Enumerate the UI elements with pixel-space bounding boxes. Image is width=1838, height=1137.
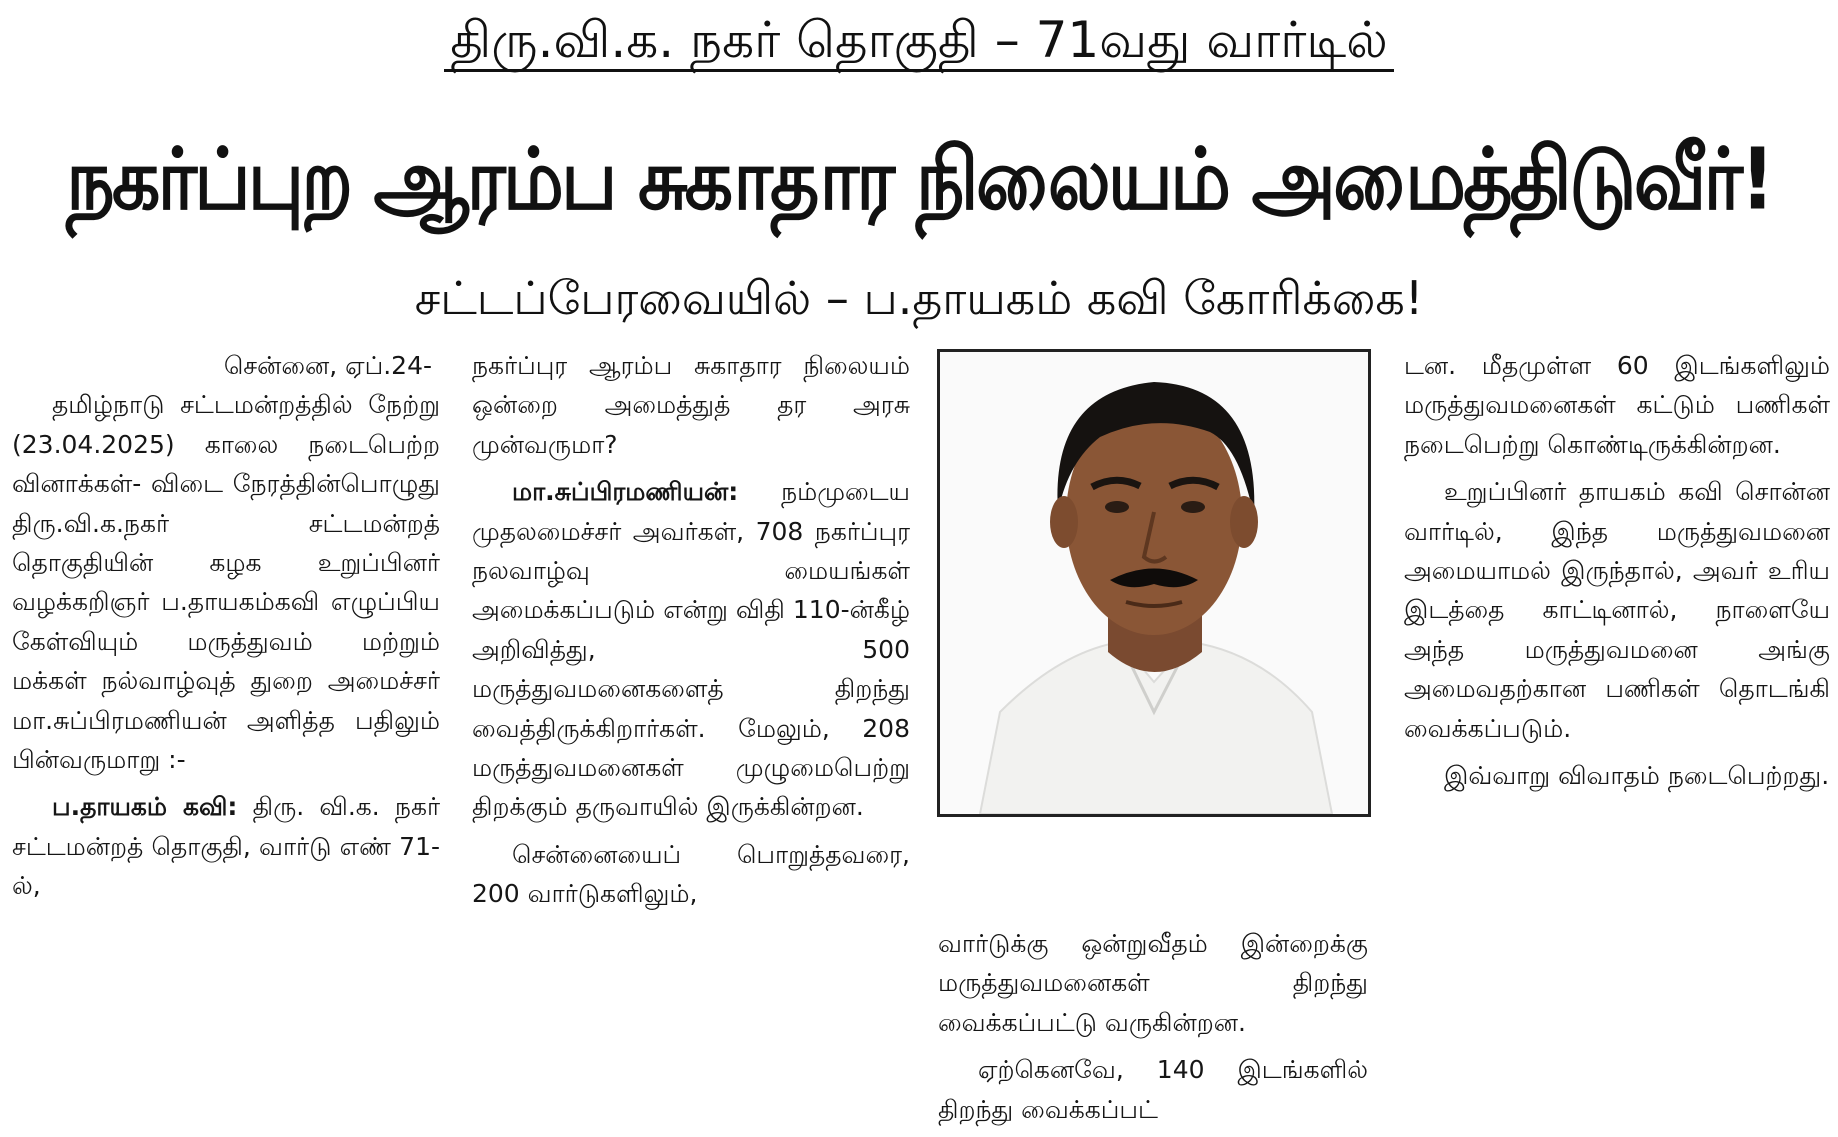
speaker-text: திரு. வி.க. நகர் சட்டமன்றத் தொகுதி, வார்டு எண் 71-ல், [12,792,441,901]
kicker-text: திரு.வி.க. நகர் தொகுதி – 71வது வார்டில் [444,11,1393,72]
dateline: சென்னை, ஏப்.24- [223,351,432,380]
article-column-2 [472,346,910,922]
portrait-illustration [940,352,1368,814]
paragraph-intro: தமிழ்நாடு சட்டமன்றத்தில் நேற்று (23.04.2025) காலை நடைபெற்ற வினாக்கள்- விடை நேரத்தின்பொழுது திரு.வி.க.நகர் சட்டமன்றத் தொகுதியின் கழக உறுப்பினர் வழக்கறிஞர் ப.தாயகம்கவி எழுப்பிய கேள்வியும் மருத்துவம் மற்றும் மக்கள் நல்வாழ்வுத் துறை அமைச்சர் மா.சுப்பிரமணியன் அளித்த பதிலும் பின்வருமாறு :- [12,390,440,775]
article-column-1 [12,346,440,914]
sub-headline: சட்டப்பேரவையில் – ப.தாயகம் கவி கோரிக்கை! [414,271,1424,325]
kicker-headline [0,8,1838,72]
main-headline: நகர்ப்புற ஆரம்ப சுகாதார நிலையம் அமைத்திடுவீர்! [66,129,1772,229]
paragraph-remaining: டன. மீதமுள்ள 60 இடங்களிலும் மருத்துவமனைகள் கட்டும் பணிகள் நடைபெற்று கொண்டிருக்கின்றன. [1404,351,1830,459]
paragraph-member-ward: உறுப்பினர் தாயகம் கவி சொன்ன வார்டில், இந்த மருத்துவமனை அமையாமல் இருந்தால், அவர் உரிய இடத்தை காட்டினால், நாளையே அந்த மருத்துவமனை அங்கு அமைவதற்கான பணிகள் தொடங்கி வைக்கப்படும். [1404,477,1830,743]
speaker-text: நம்முடைய முதலமைச்சர் அவர்கள், 708 நகர்ப்புர நலவாழ்வு மையங்கள் அமைக்கப்படும் என்று விதி 110-ன்கீழ் அறிவித்து, 500 மருத்துவமனைகளைத் திறந்து வைத்திருக்கிறார்கள். மேலும், 208 மருத்துவமனைகள் முழுமைபெற்று திறக்கும் தருவாயில் இருக்கின்றன. [472,477,910,822]
paragraph-question [12,787,440,905]
portrait-photo [937,349,1371,817]
paragraph-chennai: சென்னையைப் பொறுத்தவரை, 200 வார்டுகளிலும், [472,839,910,909]
paragraph-wards: வார்டுக்கு ஒன்றுவீதம் இன்றைக்கு மருத்துவமனைகள் திறந்து வைக்கப்பட்டு வருகின்றன. [938,929,1368,1037]
speaker-name: மா.சுப்பிரமணியன்: [512,477,739,507]
article-column-4 [1404,346,1830,803]
paragraph-answer [472,472,910,827]
article-column-3 [938,924,1368,1137]
paragraph-closing: இவ்வாறு விவாதம் நடைபெற்றது. [1444,761,1830,791]
speaker-name: ப.தாயகம் கவி: [52,792,238,822]
paragraph-140: ஏற்கெனவே, 140 இடங்களில் திறந்து வைக்கப்பட் [938,1055,1368,1124]
paragraph-question-cont: நகர்ப்புர ஆரம்ப சுகாதார நிலையம் ஒன்றை அமைத்துத் தர அரசு முன்வருமா? [472,351,910,459]
